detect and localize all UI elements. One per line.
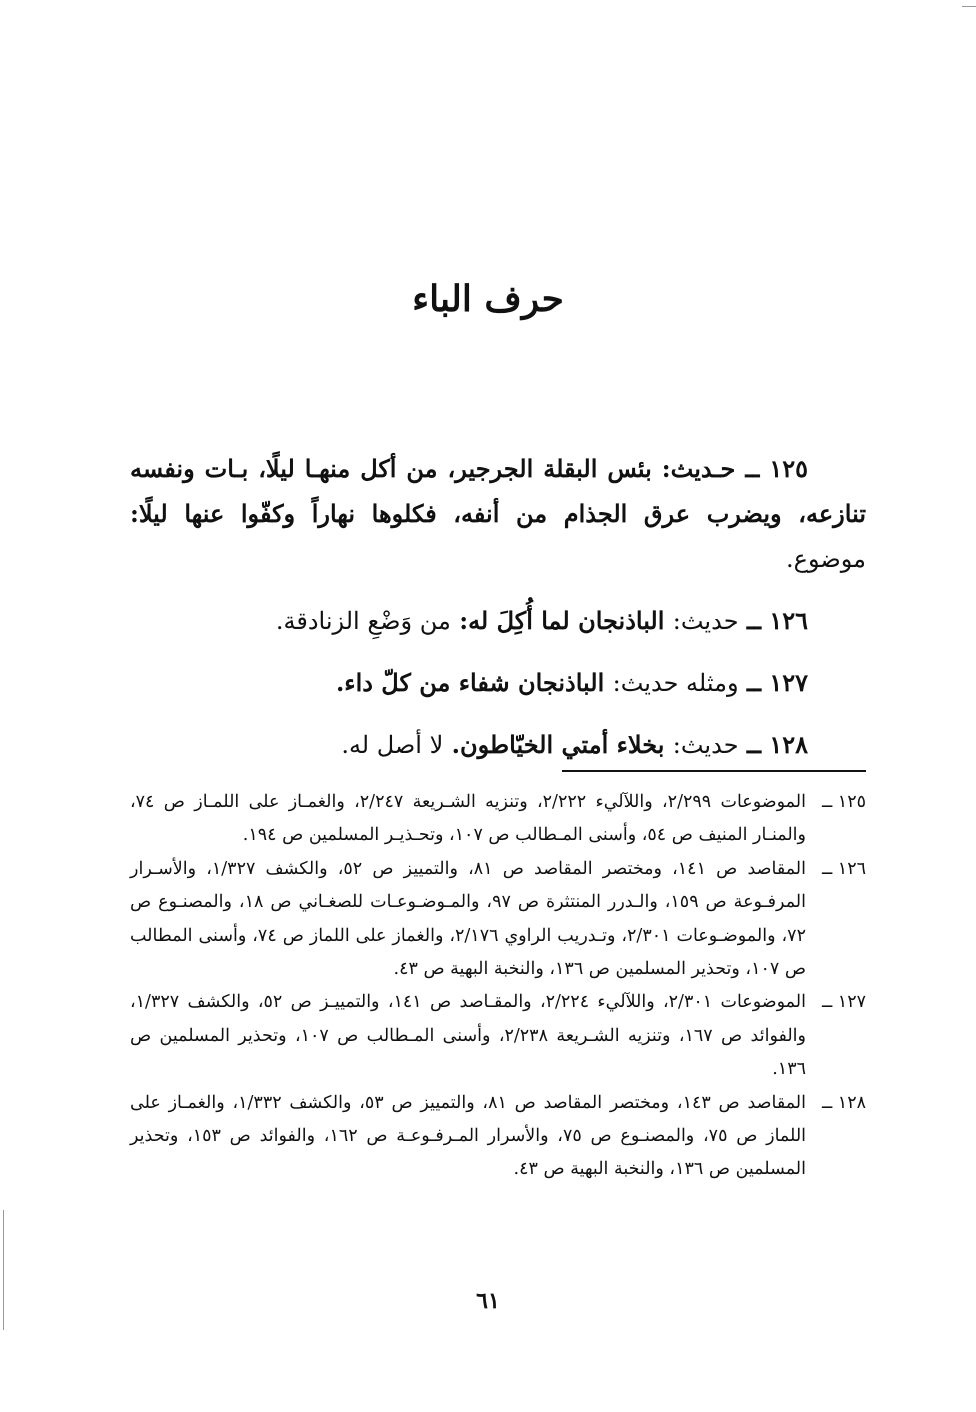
hadith-text: الباذنجان شفاء من كلّ داء. [335, 668, 605, 697]
hadith-entry-126 [130, 598, 866, 644]
hadith-text: بخلاء أمتي الخيّاطون. [451, 730, 665, 759]
footnote-text: المقاصد ص ١٤٣، ومختصر المقاصد ص ٨١، والتمييز ص ٥٣، والكشف ١/٣٣٢، والغمـاز على اللماز ص ٧٥، والمصنـوع ص ٧٥، والأسرار المـرفـوعـة ص ١٦٢، والفوائد ص ١٥٣، وتحذير المسلمين ص ١٣٦، والنخبة البهية ص ٤٣. [130, 1092, 807, 1180]
footnote-number: ١٢٥ ــ [821, 792, 866, 812]
footnote-text: الموضوعات ٢/٢٩٩، واللآليء ٢/٢٢٢، وتنزيه الشـريعة ٢/٢٤٧، والغمـاز على اللمـاز ص ٧٤، والمنـار المنيف ص ٥٤، وأسنى المـطالب ص ١٠٧، وتحـذيـر المسلمين ص ١٩٤. [130, 792, 806, 846]
hadith-list [130, 446, 866, 784]
footnote-number: ١٢٧ ــ [821, 992, 866, 1013]
hadith-entry-125 [130, 446, 866, 582]
footnote-126 [130, 853, 866, 987]
footnote-125 [130, 786, 866, 853]
entry-label: ومثله حديث: [612, 669, 739, 697]
chapter-title: حرف الباء [412, 278, 564, 320]
footnote-number: ١٢٨ ــ [821, 1092, 866, 1113]
hadith-verdict: موضوع. [786, 545, 866, 573]
entry-number: ١٢٨ ــ [746, 730, 808, 759]
entry-number: ١٢٦ ــ [746, 606, 808, 635]
entry-number: ١٢٥ ــ [745, 454, 809, 483]
page-number: ٦١ [476, 1288, 500, 1314]
hadith-verdict: لا أصل له. [341, 731, 444, 759]
footnote-number: ١٢٦ ــ [821, 858, 866, 879]
entry-number: ١٢٧ ــ [746, 668, 808, 697]
scan-edge-mark [962, 6, 976, 7]
hadith-entry-127 [130, 660, 866, 706]
entry-label: حـديث: [661, 454, 736, 483]
footnote-separator [562, 770, 866, 772]
footnote-128 [130, 1087, 866, 1187]
hadith-verdict: من وَضْعِ الزنادقة. [275, 607, 451, 635]
hadith-text: الباذنجان لما أُكِلَ له: [459, 606, 665, 635]
entry-label: حديث: [672, 731, 739, 759]
entry-label: حديث: [672, 607, 739, 635]
footnotes [130, 786, 866, 1187]
footnote-text: المقاصد ص ١٤١، ومختصر المقاصد ص ٨١، والتمييز ص ٥٢، والكشف ١/٣٢٧، والأسـرار المرفـوعة ص ١٥٩، والـدرر المنتثرة ص ٩٧، والمـوضـوعـات للصغـاني ص ١٨، والمصنـوع ص ٧٢، والموضـوعات ٢/٣٠١، وتـدريب الراوي ٢/١٧٦، والغماز على اللماز ص ٧٤، وأسنى المطالب ص ١٠٧، وتحذير المسلمين ص ١٣٦، والنخبة البهية ص ٤٣. [130, 858, 807, 980]
footnote-127 [130, 986, 866, 1086]
hadith-entry-128 [130, 722, 866, 768]
footnote-text: الموضوعات ٢/٣٠١، واللآليء ٢/٢٢٤، والمقـاصد ص ١٤١، والتمييـز ص ٥٢، والكشف ١/٣٢٧، والفوائد ص ١٦٧، وتنزيه الشـريعة ٢/٢٣٨، وأسنى المـطالب ص ١٠٧، وتحذير المسلمين ص ١٣٦. [130, 992, 806, 1080]
hadith-text: بئس البقلة الجرجير، من أكل منهـا ليلًا، بـات ونفسه تنازعه، ويضرب عرق الجذام من أنفه، فكلوها نهاراً وكفّوا عنها ليلًا: [130, 454, 866, 528]
